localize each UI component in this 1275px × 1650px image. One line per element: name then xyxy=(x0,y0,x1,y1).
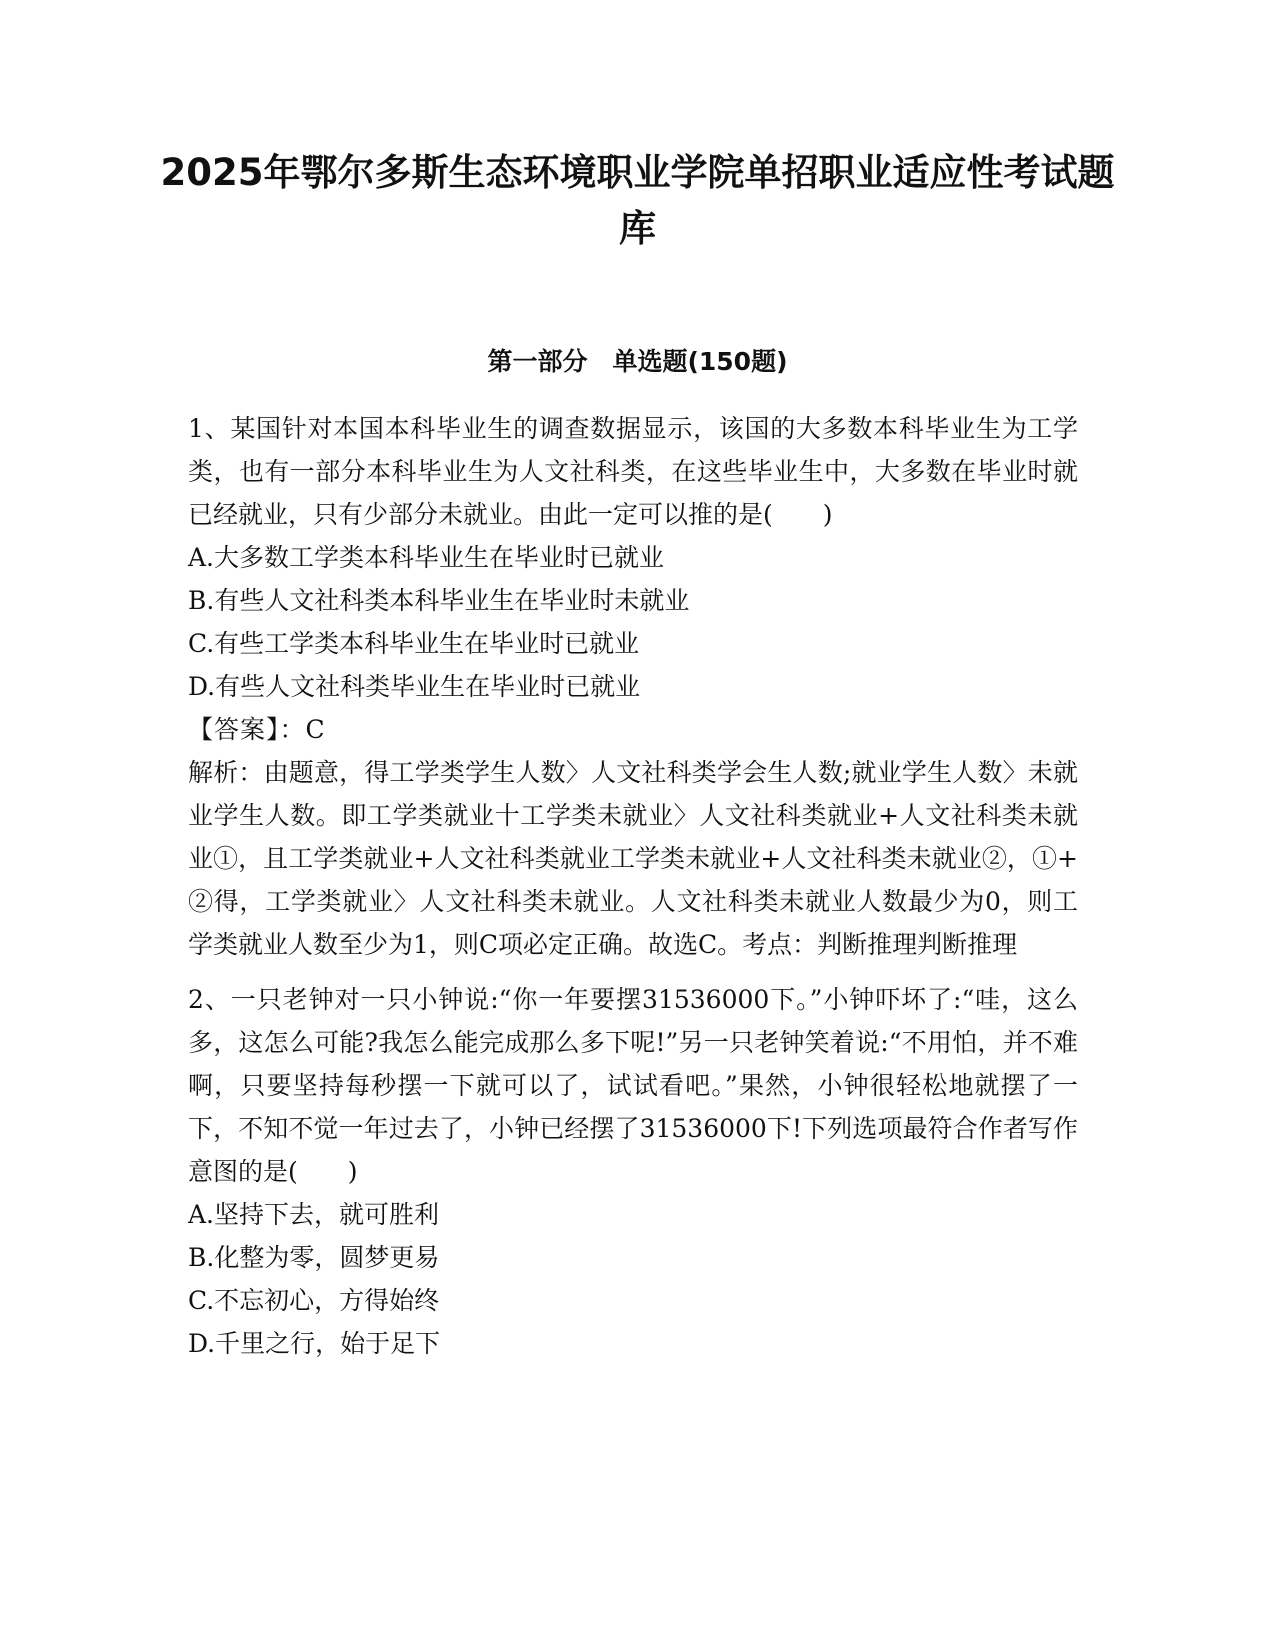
option-c: C.有些工学类本科毕业生在毕业时已就业 xyxy=(188,629,640,658)
question-stem: 2、一只老钟对一只小钟说:“你一年要摆31536000下。”小钟吓坏了:“哇，这么多，这怎么可能?我怎么能完成那么多下呢!”另一只老钟笑着说:“不用怕，并不难啊，只要坚持每秒摆一下就可以了，试试看吧。”果然，小钟很轻松地就摆了一下，不知不觉一年过去了，小钟已经摆了31536000下!下列选项最符合作者写作意图的是( ) xyxy=(188,985,1078,1186)
option-d: D.有些人文社科类毕业生在毕业时已就业 xyxy=(188,672,641,701)
answer-line xyxy=(188,708,1078,751)
option-c: C.不忘初心，方得始终 xyxy=(188,1286,440,1315)
question-item xyxy=(188,407,1078,966)
option-a: A.坚持下去，就可胜利 xyxy=(188,1200,440,1229)
question-list xyxy=(188,407,1078,1377)
option-b: B.化整为零，圆梦更易 xyxy=(188,1243,440,1272)
option-a: A.大多数工学类本科毕业生在毕业时已就业 xyxy=(188,543,665,572)
answer-value: C xyxy=(305,715,325,744)
section-heading: 第一部分 单选题(150题) xyxy=(487,347,788,376)
option-d: D.千里之行，始于足下 xyxy=(188,1329,441,1358)
document-title: 2025年鄂尔多斯生态环境职业学院单招职业适应性考试题库 xyxy=(160,151,1115,250)
option-b: B.有些人文社科类本科毕业生在毕业时未就业 xyxy=(188,586,690,615)
question-stem: 1、某国针对本国本科毕业生的调查数据显示，该国的大多数本科毕业生为工学类，也有一部分本科毕业生为人文社科类，在这些毕业生中，大多数在毕业时就已经就业，只有少部分未就业。由此一定可以推的是( ) xyxy=(188,414,1078,529)
answer-analysis: 解析：由题意，得工学类学生人数〉人文社科类学会生人数;就业学生人数〉未就业学生人数。即工学类就业十工学类未就业〉人文社科类就业+人文社科类未就业①，且工学类就业+人文社科类就业工学类未就业+人文社科类未就业②，①+②得，工学类就业〉人文社科类未就业。人文社科类未就业人数最少为0，则工学类就业人数至少为1，则C项必定正确。故选C。考点：判断推理判断推理 xyxy=(188,758,1078,959)
question-item xyxy=(188,978,1078,1365)
answer-label: 【答案】： xyxy=(188,715,306,744)
